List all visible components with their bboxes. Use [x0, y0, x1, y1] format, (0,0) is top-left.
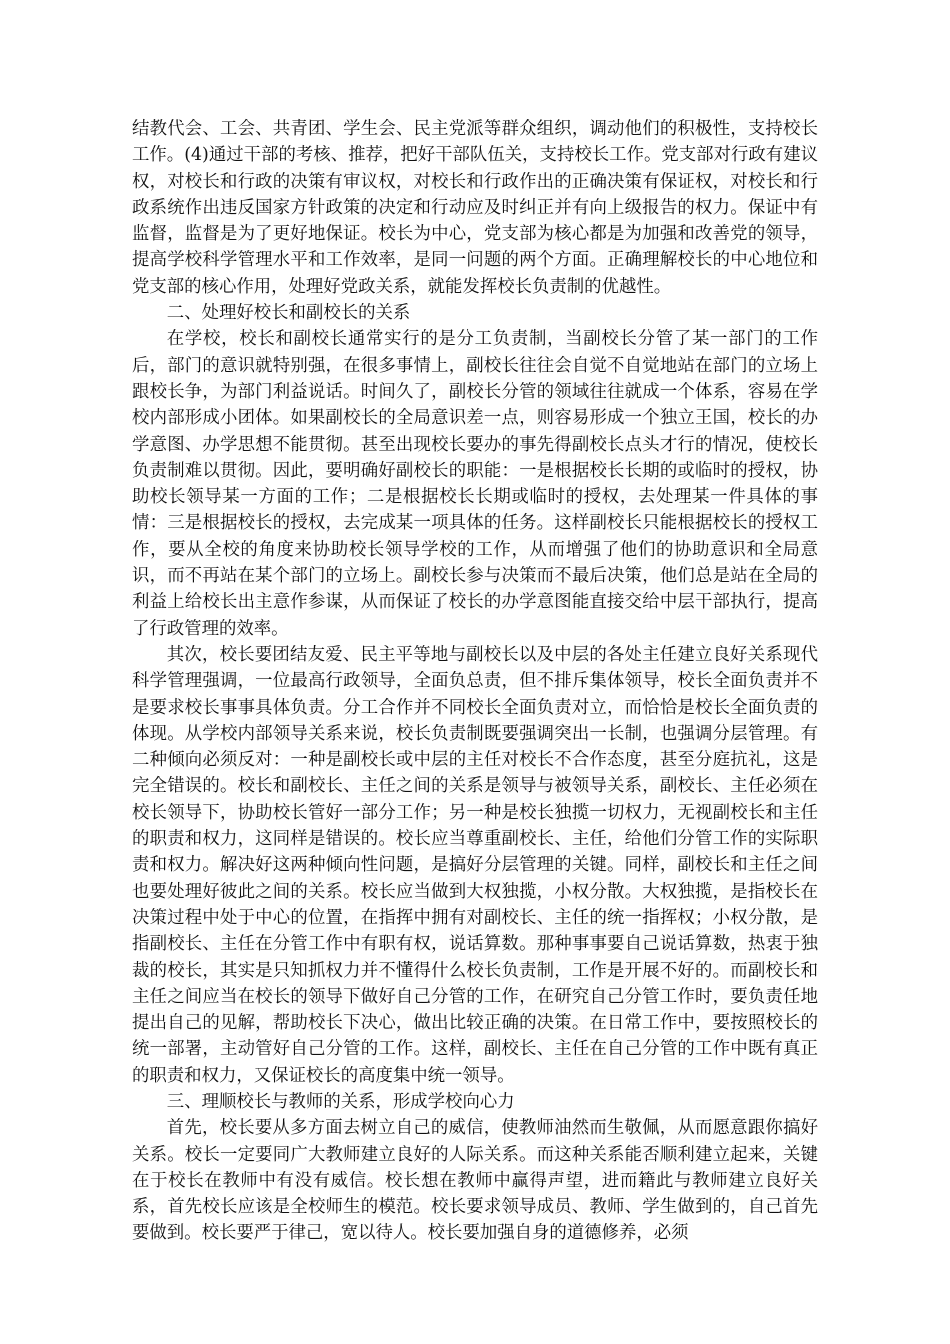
section-heading-2: 二、处理好校长和副校长的关系 [166, 303, 411, 324]
document-page [132, 116, 818, 1247]
paragraph: 在学校，校长和副校长通常实行的是分工负责制，当副校长分管了某一部门的工作后，部门的意识就特别强，在很多事情上，副校长往往会自觉不自觉地站在部门的立场上跟校长争，为部门利益说话。时间久了，副校长分管的领域往往就成一个体系，容易在学校内部形成小团体。如果副校长的全局意识差一点，则容易形成一个独立王国，校长的办学意图、办学思想不能贯彻。甚至出现校长要办的事先得副校长点头才行的情况，使校长负责制难以贯彻。因此，要明确好副校长的职能：一是根据校长长期的或临时的授权，协助校长领导某一方面的工作；二是根据校长长期或临时的授权，去处理某一件具体的事情：三是根据校长的授权，去完成某一项具体的任务。这样副校长只能根据校长的授权工作，要从全校的角度来协助校长领导学校的工作，从而增强了他们的协助意识和全局意识，而不再站在某个部门的立场上。副校长参与决策而不最后决策，他们总是站在全局的利益上给校长出主意作参谋，从而保证了校长的办学意图能直接交给中层干部执行，提高了行政管理的效率。 [132, 329, 818, 639]
section-heading-3: 三、理顺校长与教师的关系，形成学校向心力 [166, 1091, 515, 1112]
paragraph-continuation: 结教代会、工会、共青团、学生会、民主党派等群众组织，调动他们的积极性，支持校长工作。(4)通过干部的考核、推荐，把好干部队伍关，支持校长工作。党支部对行政有建议权，对校长和行政的决策有审议权，对校长和行政作出的正确决策有保证权，对校长和行政系统作出违反国家方针政策的决定和行动应及时纠正并有向上级报告的权力。保证中有监督，监督是为了更好地保证。校长为中心，党支部为核心都是为加强和改善党的领导，提高学校科学管理水平和工作效率，是同一问题的两个方面。正确理解校长的中心地位和党支部的核心作用，处理好党政关系，就能发挥校长负责制的优越性。 [132, 119, 818, 297]
paragraph: 其次，校长要团结友爱、民主平等地与副校长以及中层的各处主任建立良好关系现代科学管理强调，一位最高行政领导，全面负总责，但不排斥集体领导，校长全面负责并不是要求校长事事具体负责。分工合作并不同校长全面负责对立，而恰恰是校长全面负责的体现。从学校内部领导关系来说，校长负责制既要强调突出一长制，也强调分层管理。有二种倾向必须反对：一种是副校长或中层的主任对校长不合作态度，甚至分庭抗礼，这是完全错误的。校长和副校长、主任之间的关系是领导与被领导关系，副校长、主任必须在校长领导下，协助校长管好一部分工作；另一种是校长独揽一切权力，无视副校长和主任的职责和权力，这同样是错误的。校长应当尊重副校长、主任，给他们分管工作的实际职责和权力。解决好这两种倾向性问题，是搞好分层管理的关键。同样，副校长和主任之间也要处理好彼此之间的关系。校长应当做到大权独揽，小权分散。大权独揽，是指校长在决策过程中处于中心的位置，在指挥中拥有对副校长、主任的统一指挥权；小权分散，是指副校长、主任在分管工作中有职有权，说话算数。那种事事要自己说话算数，热衷于独裁的校长，其实是只知抓权力并不懂得什么校长负责制，工作是开展不好的。而副校长和主任之间应当在校长的领导下做好自己分管的工作，在研究自己分管工作时，要负责任地提出自己的见解，帮助校长下决心，做出比较正确的决策。在日常工作中，要按照校长的统一部署，主动管好自己分管的工作。这样，副校长、主任在自己分管的工作中既有真正的职责和权力，又保证校长的高度集中统一领导。 [132, 644, 818, 1086]
paragraph: 首先，校长要从多方面去树立自己的威信，使教师油然而生敬佩，从而愿意跟你搞好关系。校长一定要同广大教师建立良好的人际关系。而这种关系能否顺利建立起来，关键在于校长在教师中有没有威信。校长想在教师中赢得声望，进而籍此与教师建立良好关系，首先校长应该是全校师生的模范。校长要求领导成员、教师、学生做到的，自己首先要做到。校长要严于律己，宽以待人。校长要加强自身的道德修养，必须 [132, 1118, 818, 1244]
